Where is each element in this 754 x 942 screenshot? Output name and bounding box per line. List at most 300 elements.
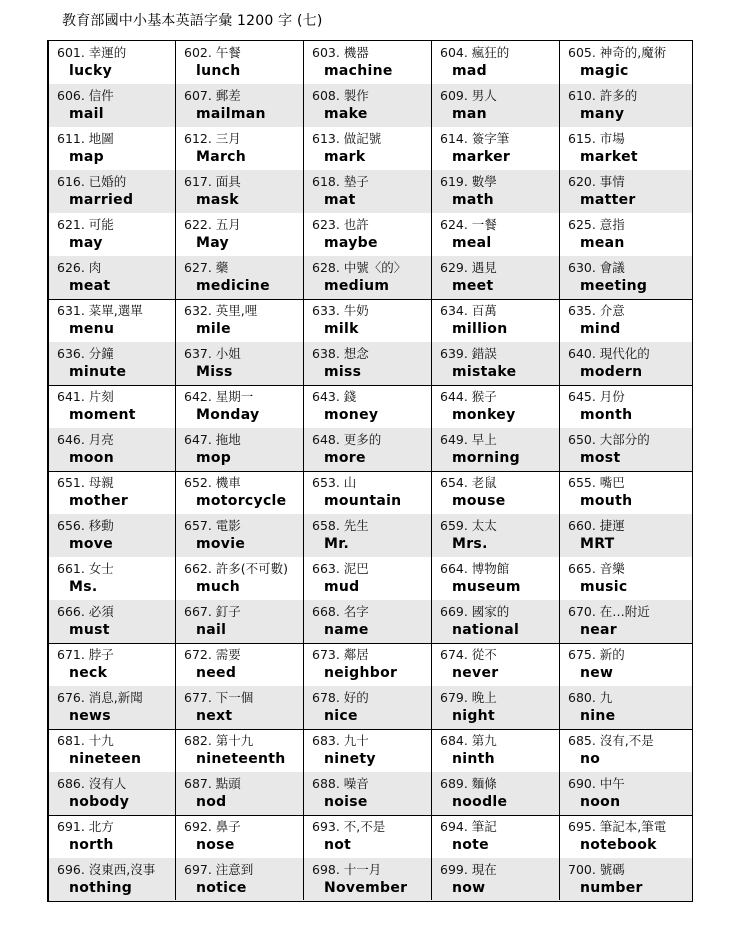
vocab-cell [304, 256, 431, 299]
chinese-meaning: 638. 想念 [312, 346, 369, 361]
vocab-cell [560, 428, 694, 471]
vocab-cell [176, 514, 303, 557]
vocab-cell [304, 600, 431, 643]
english-word: noise [324, 794, 368, 810]
table-row [49, 428, 692, 471]
english-word: museum [452, 579, 521, 595]
vocab-cell [49, 557, 175, 600]
vocab-cell [176, 772, 303, 815]
english-word: mailman [196, 106, 266, 122]
vocab-cell [304, 170, 431, 213]
english-word: medicine [196, 278, 270, 294]
table-row [49, 127, 692, 170]
english-word: mountain [324, 493, 402, 509]
chinese-meaning: 658. 先生 [312, 518, 369, 533]
chinese-meaning: 680. 九 [568, 690, 613, 705]
chinese-meaning: 624. 一餐 [440, 217, 497, 232]
english-word: noodle [452, 794, 508, 810]
chinese-meaning: 635. 介意 [568, 303, 625, 318]
chinese-meaning: 623. 也許 [312, 217, 369, 232]
vocab-cell [49, 729, 175, 772]
english-word: maybe [324, 235, 378, 251]
vocab-cell [176, 170, 303, 213]
english-word: mistake [452, 364, 517, 380]
english-word: month [580, 407, 633, 423]
table-row [49, 772, 692, 815]
chinese-meaning: 614. 簽字筆 [440, 131, 510, 146]
english-word: machine [324, 63, 393, 79]
vocab-cell [304, 299, 431, 342]
chinese-meaning: 668. 名字 [312, 604, 369, 619]
chinese-meaning: 644. 猴子 [440, 389, 497, 404]
vocab-cell [49, 858, 175, 901]
chinese-meaning: 654. 老鼠 [440, 475, 497, 490]
english-word: milk [324, 321, 359, 337]
english-word: nobody [69, 794, 130, 810]
chinese-meaning: 675. 新的 [568, 647, 625, 662]
chinese-meaning: 615. 市場 [568, 131, 625, 146]
english-word: Mrs. [452, 536, 488, 552]
vocab-cell [304, 514, 431, 557]
chinese-meaning: 618. 墊子 [312, 174, 369, 189]
english-word: mother [69, 493, 129, 509]
vocab-cell [432, 428, 559, 471]
chinese-meaning: 619. 數學 [440, 174, 497, 189]
english-word: motorcycle [196, 493, 287, 509]
vocab-cell [432, 686, 559, 729]
vocab-cell [560, 772, 694, 815]
english-word: market [580, 149, 638, 165]
vocab-cell [560, 471, 694, 514]
english-word: November [324, 880, 408, 896]
table-row [49, 686, 692, 729]
chinese-meaning: 665. 音樂 [568, 561, 625, 576]
table-row [49, 84, 692, 127]
chinese-meaning: 653. 山 [312, 475, 357, 490]
english-word: mouse [452, 493, 506, 509]
chinese-meaning: 687. 點頭 [184, 776, 241, 791]
vocab-cell [560, 41, 694, 84]
english-word: man [452, 106, 487, 122]
english-word: move [69, 536, 114, 552]
table-row [49, 342, 692, 385]
vocab-cell [304, 772, 431, 815]
vocab-cell [176, 428, 303, 471]
table-row [49, 170, 692, 213]
chinese-meaning: 639. 錯誤 [440, 346, 497, 361]
chinese-meaning: 657. 電影 [184, 518, 241, 533]
vocab-cell [176, 815, 303, 858]
english-word: magic [580, 63, 629, 79]
vocab-cell [304, 643, 431, 686]
chinese-meaning: 655. 嘴巴 [568, 475, 625, 490]
chinese-meaning: 605. 神奇的,魔術 [568, 45, 667, 60]
chinese-meaning: 693. 不,不是 [312, 819, 386, 834]
english-word: married [69, 192, 134, 208]
vocab-cell [49, 428, 175, 471]
chinese-meaning: 691. 北方 [57, 819, 114, 834]
english-word: note [452, 837, 489, 853]
english-word: nail [196, 622, 227, 638]
vocab-cell [176, 41, 303, 84]
chinese-meaning: 671. 脖子 [57, 647, 114, 662]
vocab-cell [176, 557, 303, 600]
vocab-cell [49, 127, 175, 170]
table-row [49, 514, 692, 557]
table-row [49, 256, 692, 299]
chinese-meaning: 664. 博物館 [440, 561, 510, 576]
vocab-cell [304, 385, 431, 428]
english-word: no [580, 751, 601, 767]
chinese-meaning: 630. 會議 [568, 260, 625, 275]
chinese-meaning: 669. 國家的 [440, 604, 510, 619]
chinese-meaning: 601. 幸運的 [57, 45, 127, 60]
chinese-meaning: 636. 分鐘 [57, 346, 114, 361]
vocab-cell [432, 858, 559, 901]
vocab-cell [49, 84, 175, 127]
chinese-meaning: 685. 沒有,不是 [568, 733, 654, 748]
vocab-cell [304, 342, 431, 385]
english-word: marker [452, 149, 511, 165]
chinese-meaning: 610. 許多的 [568, 88, 638, 103]
vocab-cell [304, 41, 431, 84]
chinese-meaning: 645. 月份 [568, 389, 625, 404]
english-word: nose [196, 837, 235, 853]
english-word: March [196, 149, 247, 165]
vocab-cell [49, 342, 175, 385]
chinese-meaning: 632. 英里,哩 [184, 303, 258, 318]
vocab-cell [176, 84, 303, 127]
chinese-meaning: 670. 在…附近 [568, 604, 650, 619]
chinese-meaning: 603. 機器 [312, 45, 369, 60]
english-word: new [580, 665, 614, 681]
chinese-meaning: 682. 第十九 [184, 733, 254, 748]
english-word: moon [69, 450, 114, 466]
table-row [49, 858, 692, 901]
english-word: neck [69, 665, 108, 681]
english-word: MRT [580, 536, 615, 552]
chinese-meaning: 647. 拖地 [184, 432, 241, 447]
vocab-cell [49, 815, 175, 858]
vocab-cell [560, 643, 694, 686]
english-word: north [69, 837, 114, 853]
chinese-meaning: 626. 肉 [57, 260, 102, 275]
vocab-cell [432, 127, 559, 170]
vocab-cell [432, 213, 559, 256]
table-row [49, 299, 692, 342]
english-word: national [452, 622, 520, 638]
english-word: mean [580, 235, 625, 251]
english-word: much [196, 579, 241, 595]
chinese-meaning: 692. 鼻子 [184, 819, 241, 834]
chinese-meaning: 602. 午餐 [184, 45, 241, 60]
english-word: ninety [324, 751, 376, 767]
vocab-cell [304, 815, 431, 858]
vocab-cell [176, 858, 303, 901]
chinese-meaning: 627. 藥 [184, 260, 229, 275]
chinese-meaning: 613. 做記號 [312, 131, 382, 146]
vocab-cell [432, 385, 559, 428]
vocab-cell [304, 471, 431, 514]
chinese-meaning: 676. 消息,新聞 [57, 690, 143, 705]
english-word: mail [69, 106, 104, 122]
vocab-cell [176, 471, 303, 514]
vocab-cell [176, 342, 303, 385]
chinese-meaning: 649. 早上 [440, 432, 497, 447]
chinese-meaning: 697. 注意到 [184, 862, 254, 877]
english-word: matter [580, 192, 636, 208]
english-word: news [69, 708, 111, 724]
english-word: modern [580, 364, 643, 380]
english-word: many [580, 106, 625, 122]
chinese-meaning: 659. 太太 [440, 518, 497, 533]
column-divider [431, 41, 432, 900]
vocab-cell [432, 342, 559, 385]
english-word: movie [196, 536, 246, 552]
english-word: need [196, 665, 237, 681]
vocab-cell [560, 299, 694, 342]
english-word: meeting [580, 278, 648, 294]
vocab-cell [176, 256, 303, 299]
english-word: near [580, 622, 618, 638]
chinese-meaning: 621. 可能 [57, 217, 114, 232]
vocab-cell [49, 471, 175, 514]
chinese-meaning: 620. 事情 [568, 174, 625, 189]
vocab-cell [432, 41, 559, 84]
column-divider [559, 41, 560, 900]
chinese-meaning: 646. 月亮 [57, 432, 114, 447]
english-word: mouth [580, 493, 633, 509]
english-word: neighbor [324, 665, 398, 681]
english-word: meet [452, 278, 494, 294]
chinese-meaning: 650. 大部分的 [568, 432, 650, 447]
english-word: noon [580, 794, 621, 810]
vocab-cell [432, 256, 559, 299]
chinese-meaning: 666. 必須 [57, 604, 114, 619]
table-row [49, 815, 692, 858]
english-word: mop [196, 450, 232, 466]
chinese-meaning: 695. 筆記本,筆電 [568, 819, 667, 834]
vocab-cell [304, 127, 431, 170]
chinese-meaning: 683. 九十 [312, 733, 369, 748]
vocab-cell [560, 127, 694, 170]
chinese-meaning: 686. 沒有人 [57, 776, 127, 791]
english-word: nineteen [69, 751, 142, 767]
chinese-meaning: 616. 已婚的 [57, 174, 127, 189]
vocab-cell [176, 600, 303, 643]
chinese-meaning: 672. 需要 [184, 647, 241, 662]
vocab-cell [176, 127, 303, 170]
vocab-cell [432, 170, 559, 213]
chinese-meaning: 696. 沒東西,沒事 [57, 862, 156, 877]
chinese-meaning: 629. 遇見 [440, 260, 497, 275]
vocab-cell [304, 84, 431, 127]
chinese-meaning: 698. 十一月 [312, 862, 382, 877]
english-word: Mr. [324, 536, 350, 552]
english-word: million [452, 321, 508, 337]
chinese-meaning: 684. 第九 [440, 733, 497, 748]
vocab-cell [176, 729, 303, 772]
chinese-meaning: 689. 麵條 [440, 776, 497, 791]
column-divider [175, 41, 176, 900]
english-word: medium [324, 278, 390, 294]
english-word: mat [324, 192, 356, 208]
english-word: Ms. [69, 579, 98, 595]
english-word: nod [196, 794, 227, 810]
english-word: mile [196, 321, 231, 337]
chinese-meaning: 673. 鄰居 [312, 647, 369, 662]
chinese-meaning: 663. 泥巴 [312, 561, 369, 576]
table-row [49, 213, 692, 256]
english-word: next [196, 708, 233, 724]
chinese-meaning: 674. 從不 [440, 647, 497, 662]
chinese-meaning: 678. 好的 [312, 690, 369, 705]
chinese-meaning: 617. 面具 [184, 174, 241, 189]
english-word: Miss [196, 364, 233, 380]
english-word: Monday [196, 407, 260, 423]
chinese-meaning: 628. 中號〈的〉 [312, 260, 407, 275]
vocab-cell [176, 686, 303, 729]
english-word: make [324, 106, 368, 122]
vocab-cell [49, 643, 175, 686]
chinese-meaning: 660. 捷運 [568, 518, 625, 533]
vocab-cell [432, 600, 559, 643]
vocab-cell [304, 213, 431, 256]
vocab-cell [176, 385, 303, 428]
vocab-cell [560, 256, 694, 299]
vocab-cell [304, 686, 431, 729]
chinese-meaning: 694. 筆記 [440, 819, 497, 834]
vocab-cell [560, 213, 694, 256]
table-row [49, 643, 692, 686]
chinese-meaning: 690. 中午 [568, 776, 625, 791]
chinese-meaning: 648. 更多的 [312, 432, 382, 447]
column-divider [303, 41, 304, 900]
vocab-cell [432, 299, 559, 342]
english-word: mask [196, 192, 239, 208]
english-word: May [196, 235, 229, 251]
chinese-meaning: 641. 片刻 [57, 389, 114, 404]
vocab-cell [304, 428, 431, 471]
vocab-cell [560, 385, 694, 428]
chinese-meaning: 622. 五月 [184, 217, 241, 232]
chinese-meaning: 699. 現在 [440, 862, 497, 877]
chinese-meaning: 634. 百萬 [440, 303, 497, 318]
english-word: math [452, 192, 494, 208]
chinese-meaning: 677. 下一個 [184, 690, 254, 705]
chinese-meaning: 688. 噪音 [312, 776, 369, 791]
chinese-meaning: 604. 瘋狂的 [440, 45, 510, 60]
chinese-meaning: 643. 錢 [312, 389, 357, 404]
chinese-meaning: 642. 星期一 [184, 389, 254, 404]
english-word: notice [196, 880, 247, 896]
vocab-cell [560, 514, 694, 557]
vocab-cell [49, 41, 175, 84]
english-word: monkey [452, 407, 516, 423]
chinese-meaning: 631. 菜單,選單 [57, 303, 143, 318]
chinese-meaning: 609. 男人 [440, 88, 497, 103]
english-word: now [452, 880, 486, 896]
chinese-meaning: 667. 釘子 [184, 604, 241, 619]
table-row [49, 385, 692, 428]
english-word: meal [452, 235, 492, 251]
table-row [49, 600, 692, 643]
english-word: mark [324, 149, 366, 165]
chinese-meaning: 656. 移動 [57, 518, 114, 533]
vocab-cell [49, 686, 175, 729]
chinese-meaning: 633. 牛奶 [312, 303, 369, 318]
vocab-cell [176, 643, 303, 686]
english-word: menu [69, 321, 115, 337]
english-word: night [452, 708, 495, 724]
english-word: notebook [580, 837, 657, 853]
vocab-cell [432, 729, 559, 772]
chinese-meaning: 651. 母親 [57, 475, 114, 490]
vocab-cell [560, 686, 694, 729]
vocab-cell [49, 514, 175, 557]
vocab-cell [304, 858, 431, 901]
english-word: lucky [69, 63, 113, 79]
english-word: minute [69, 364, 127, 380]
english-word: must [69, 622, 110, 638]
chinese-meaning: 611. 地圖 [57, 131, 114, 146]
chinese-meaning: 700. 號碼 [568, 862, 625, 877]
vocab-cell [49, 256, 175, 299]
vocab-cell [560, 729, 694, 772]
english-word: nothing [69, 880, 133, 896]
vocab-cell [560, 342, 694, 385]
chinese-meaning: 637. 小姐 [184, 346, 241, 361]
english-word: number [580, 880, 643, 896]
vocab-cell [560, 600, 694, 643]
vocab-cell [560, 557, 694, 600]
english-word: mad [452, 63, 487, 79]
vocab-cell [432, 471, 559, 514]
vocab-cell [432, 84, 559, 127]
english-word: mud [324, 579, 360, 595]
table-row [49, 729, 692, 772]
vocabulary-table [47, 40, 693, 902]
english-word: miss [324, 364, 362, 380]
english-word: ninth [452, 751, 495, 767]
chinese-meaning: 661. 女士 [57, 561, 114, 576]
chinese-meaning: 679. 晚上 [440, 690, 497, 705]
table-row [49, 471, 692, 514]
english-word: nine [580, 708, 616, 724]
vocab-cell [49, 385, 175, 428]
english-word: mind [580, 321, 621, 337]
chinese-meaning: 606. 信件 [57, 88, 114, 103]
chinese-meaning: 612. 三月 [184, 131, 241, 146]
page-title: 教育部國中小基本英語字彙 1200 字 (七) [62, 13, 323, 29]
chinese-meaning: 662. 許多(不可數) [184, 561, 289, 576]
english-word: name [324, 622, 369, 638]
vocab-cell [304, 729, 431, 772]
vocab-cell [176, 213, 303, 256]
vocab-cell [432, 643, 559, 686]
english-word: never [452, 665, 499, 681]
chinese-meaning: 625. 意指 [568, 217, 625, 232]
english-word: most [580, 450, 621, 466]
chinese-meaning: 681. 十九 [57, 733, 114, 748]
english-word: more [324, 450, 366, 466]
table-row [49, 41, 692, 84]
vocab-cell [49, 600, 175, 643]
vocab-cell [560, 858, 694, 901]
vocab-cell [49, 170, 175, 213]
vocab-cell [432, 514, 559, 557]
chinese-meaning: 652. 機車 [184, 475, 241, 490]
